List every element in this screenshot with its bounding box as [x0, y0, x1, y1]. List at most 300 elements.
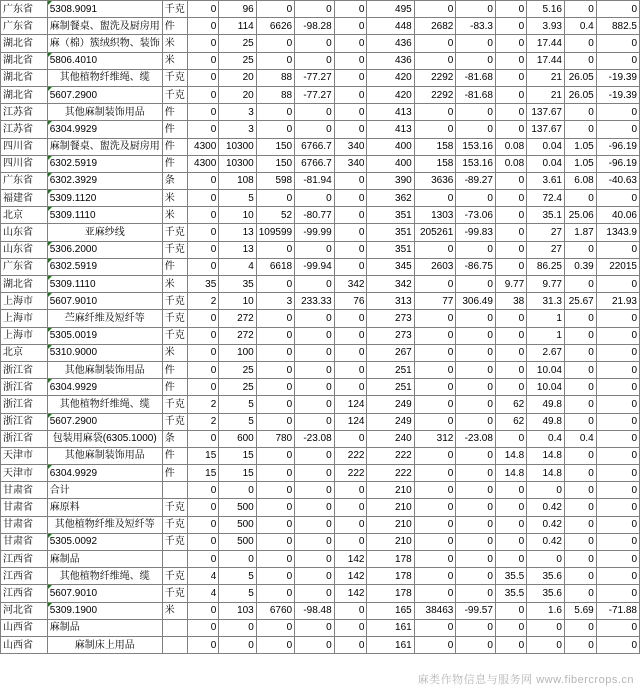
unit-cell: 件: [162, 361, 187, 378]
table-row: [1, 207, 640, 224]
value-cell: 495: [367, 1, 414, 18]
value-cell: 0: [256, 344, 294, 361]
product-cell: 5305.0092: [47, 533, 162, 550]
province-cell: 上海市: [1, 293, 48, 310]
unit-cell: 千克: [162, 396, 187, 413]
value-cell: 0: [334, 35, 367, 52]
value-cell: 26.05: [564, 86, 596, 103]
value-cell: 0: [295, 1, 335, 18]
value-cell: 3636: [414, 172, 456, 189]
value-cell: 0: [187, 35, 219, 52]
value-cell: 0: [187, 310, 219, 327]
value-cell: 0: [187, 172, 219, 189]
product-cell: 5308.9091: [47, 1, 162, 18]
value-cell: 3.93: [527, 18, 565, 35]
value-cell: 25: [219, 379, 256, 396]
table-row: [1, 361, 640, 378]
product-cell: 5607.2900: [47, 86, 162, 103]
value-cell: 0: [295, 104, 335, 121]
value-cell: 0: [527, 636, 565, 653]
value-cell: 88: [256, 86, 294, 103]
value-cell: 210: [367, 533, 414, 550]
value-cell: 0: [456, 447, 496, 464]
province-cell: 山东省: [1, 241, 48, 258]
value-cell: 267: [367, 344, 414, 361]
value-cell: 0: [414, 533, 456, 550]
unit-cell: 千克: [162, 413, 187, 430]
value-cell: 0: [414, 104, 456, 121]
value-cell: 96: [219, 1, 256, 18]
value-cell: 1303: [414, 207, 456, 224]
value-cell: 25: [219, 361, 256, 378]
value-cell: 780: [256, 430, 294, 447]
value-cell: 109599: [256, 224, 294, 241]
value-cell: 0: [564, 361, 596, 378]
value-cell: -96.19: [596, 155, 639, 172]
value-cell: -81.68: [456, 69, 496, 86]
value-cell: 14.8: [495, 447, 526, 464]
value-cell: 0: [456, 35, 496, 52]
value-cell: 0: [187, 52, 219, 69]
table-row: [1, 413, 640, 430]
value-cell: 0.4: [564, 430, 596, 447]
value-cell: 2292: [414, 86, 456, 103]
value-cell: 35.6: [527, 585, 565, 602]
value-cell: 0: [256, 361, 294, 378]
unit-cell: 件: [162, 447, 187, 464]
province-cell: 天津市: [1, 447, 48, 464]
product-cell: 麻制品: [47, 619, 162, 636]
value-cell: 0: [334, 104, 367, 121]
value-cell: 0: [596, 585, 639, 602]
value-cell: 0: [187, 533, 219, 550]
product-cell: 5309.1110: [47, 207, 162, 224]
value-cell: 0: [187, 516, 219, 533]
table-row: [1, 533, 640, 550]
value-cell: 0: [564, 35, 596, 52]
value-cell: 2: [187, 413, 219, 430]
value-cell: 0: [527, 619, 565, 636]
value-cell: 6766.7: [295, 138, 335, 155]
value-cell: 0: [295, 35, 335, 52]
value-cell: 137.67: [527, 104, 565, 121]
value-cell: 25.67: [564, 293, 596, 310]
value-cell: 222: [367, 465, 414, 482]
value-cell: 0: [495, 172, 526, 189]
value-cell: 6626: [256, 18, 294, 35]
value-cell: 240: [367, 430, 414, 447]
table-row: [1, 602, 640, 619]
value-cell: 0: [187, 190, 219, 207]
unit-cell: 米: [162, 35, 187, 52]
value-cell: 0: [596, 104, 639, 121]
value-cell: 161: [367, 619, 414, 636]
value-cell: 0: [187, 482, 219, 499]
table-row: [1, 447, 640, 464]
value-cell: 5: [219, 190, 256, 207]
value-cell: 0: [495, 310, 526, 327]
value-cell: 10.04: [527, 361, 565, 378]
unit-cell: [162, 482, 187, 499]
value-cell: 0: [456, 241, 496, 258]
value-cell: 0: [596, 619, 639, 636]
value-cell: 25: [219, 35, 256, 52]
value-cell: 178: [367, 568, 414, 585]
value-cell: 0: [564, 482, 596, 499]
value-cell: 0: [596, 379, 639, 396]
value-cell: 10: [219, 207, 256, 224]
value-cell: -77.27: [295, 86, 335, 103]
watermark: 麻类作物信息与服务网 www.fibercrops.cn: [417, 674, 634, 686]
value-cell: 3.61: [527, 172, 565, 189]
value-cell: 10300: [219, 138, 256, 155]
value-cell: 0: [414, 190, 456, 207]
product-cell: 5309.1110: [47, 276, 162, 293]
value-cell: 5: [219, 585, 256, 602]
value-cell: 313: [367, 293, 414, 310]
value-cell: 0: [414, 413, 456, 430]
value-cell: 0: [564, 619, 596, 636]
province-cell: 四川省: [1, 138, 48, 155]
value-cell: 14.8: [527, 465, 565, 482]
value-cell: 9.77: [495, 276, 526, 293]
value-cell: 0: [456, 396, 496, 413]
unit-cell: 千克: [162, 1, 187, 18]
value-cell: 0: [596, 361, 639, 378]
value-cell: 0: [295, 396, 335, 413]
value-cell: 413: [367, 104, 414, 121]
value-cell: 420: [367, 86, 414, 103]
value-cell: 0: [256, 585, 294, 602]
value-cell: 0: [334, 207, 367, 224]
value-cell: 10300: [219, 155, 256, 172]
table-body: [1, 1, 640, 654]
province-cell: 浙江省: [1, 430, 48, 447]
value-cell: 27: [527, 224, 565, 241]
value-cell: 0: [456, 585, 496, 602]
value-cell: 0: [456, 344, 496, 361]
unit-cell: 千克: [162, 69, 187, 86]
value-cell: 0: [495, 533, 526, 550]
value-cell: 0: [414, 516, 456, 533]
table-row: [1, 585, 640, 602]
value-cell: 0: [456, 499, 496, 516]
value-cell: 0: [564, 190, 596, 207]
value-cell: 0: [495, 482, 526, 499]
product-cell: 5806.4010: [47, 52, 162, 69]
value-cell: 4: [187, 585, 219, 602]
unit-cell: 千克: [162, 86, 187, 103]
table-row: [1, 1, 640, 18]
value-cell: 0: [334, 636, 367, 653]
value-cell: 0: [295, 533, 335, 550]
value-cell: 0: [256, 379, 294, 396]
unit-cell: 千克: [162, 224, 187, 241]
table-row: [1, 310, 640, 327]
value-cell: 0: [414, 585, 456, 602]
value-cell: 0: [187, 499, 219, 516]
value-cell: 178: [367, 551, 414, 568]
unit-cell: 条: [162, 430, 187, 447]
value-cell: 0: [256, 327, 294, 344]
table-row: [1, 258, 640, 275]
value-cell: 0.04: [527, 155, 565, 172]
value-cell: -81.94: [295, 172, 335, 189]
value-cell: 0: [596, 447, 639, 464]
province-cell: 浙江省: [1, 361, 48, 378]
unit-cell: 件: [162, 104, 187, 121]
value-cell: 0: [334, 52, 367, 69]
unit-cell: 件: [162, 258, 187, 275]
unit-cell: 米: [162, 52, 187, 69]
value-cell: 0: [495, 104, 526, 121]
value-cell: 312: [414, 430, 456, 447]
value-cell: 142: [334, 568, 367, 585]
value-cell: 0: [219, 619, 256, 636]
product-cell: 5607.2900: [47, 413, 162, 430]
value-cell: 0: [596, 1, 639, 18]
table-row: [1, 636, 640, 653]
value-cell: 0: [414, 551, 456, 568]
product-cell: 6302.3929: [47, 172, 162, 189]
value-cell: 0: [456, 482, 496, 499]
province-cell: 浙江省: [1, 413, 48, 430]
value-cell: 0: [334, 533, 367, 550]
value-cell: 0: [334, 18, 367, 35]
value-cell: 0: [495, 207, 526, 224]
value-cell: 0: [414, 1, 456, 18]
value-cell: 0: [596, 568, 639, 585]
value-cell: 0: [295, 551, 335, 568]
value-cell: 9.77: [527, 276, 565, 293]
value-cell: 0: [414, 379, 456, 396]
product-cell: 亚麻纱线: [47, 224, 162, 241]
value-cell: 0: [495, 35, 526, 52]
product-cell: 其他植物纤维绳、缆: [47, 396, 162, 413]
value-cell: 0: [414, 121, 456, 138]
product-cell: 麻制餐桌、盥洗及厨房用: [47, 138, 162, 155]
value-cell: -83.3: [456, 18, 496, 35]
value-cell: 0: [495, 636, 526, 653]
value-cell: 0: [495, 1, 526, 18]
value-cell: 0: [295, 327, 335, 344]
province-cell: 山西省: [1, 636, 48, 653]
value-cell: 0: [187, 86, 219, 103]
value-cell: 15: [219, 447, 256, 464]
province-cell: 浙江省: [1, 379, 48, 396]
value-cell: 49.8: [527, 413, 565, 430]
table-row: [1, 276, 640, 293]
value-cell: 0: [564, 413, 596, 430]
value-cell: 153.16: [456, 138, 496, 155]
value-cell: 0: [414, 568, 456, 585]
value-cell: 0: [495, 52, 526, 69]
value-cell: 0: [295, 361, 335, 378]
value-cell: 0: [256, 413, 294, 430]
value-cell: 0: [495, 121, 526, 138]
value-cell: 35.5: [495, 585, 526, 602]
value-cell: 0: [295, 52, 335, 69]
value-cell: 0: [596, 636, 639, 653]
value-cell: 0: [187, 602, 219, 619]
value-cell: 0: [456, 533, 496, 550]
value-cell: 4: [187, 568, 219, 585]
value-cell: 351: [367, 241, 414, 258]
province-cell: 甘肃省: [1, 516, 48, 533]
value-cell: 0: [596, 516, 639, 533]
value-cell: 178: [367, 585, 414, 602]
value-cell: 340: [334, 155, 367, 172]
value-cell: 0: [295, 276, 335, 293]
value-cell: 0: [456, 276, 496, 293]
value-cell: 0: [256, 533, 294, 550]
value-cell: 15: [219, 465, 256, 482]
value-cell: 0: [295, 121, 335, 138]
value-cell: 0: [256, 465, 294, 482]
unit-cell: 千克: [162, 516, 187, 533]
value-cell: 77: [414, 293, 456, 310]
value-cell: 38: [495, 293, 526, 310]
product-cell: 其他麻制装饰用品: [47, 104, 162, 121]
value-cell: 38463: [414, 602, 456, 619]
value-cell: 0: [295, 344, 335, 361]
unit-cell: [162, 619, 187, 636]
value-cell: 0: [334, 482, 367, 499]
unit-cell: 件: [162, 465, 187, 482]
value-cell: 0: [596, 35, 639, 52]
value-cell: 0: [564, 52, 596, 69]
province-cell: 广东省: [1, 172, 48, 189]
value-cell: 0: [456, 413, 496, 430]
value-cell: 27: [527, 241, 565, 258]
value-cell: 0: [495, 619, 526, 636]
value-cell: 273: [367, 327, 414, 344]
value-cell: 0: [187, 379, 219, 396]
value-cell: 0: [564, 121, 596, 138]
value-cell: 0: [564, 241, 596, 258]
province-cell: 湖北省: [1, 86, 48, 103]
province-cell: 上海市: [1, 310, 48, 327]
province-cell: 上海市: [1, 327, 48, 344]
value-cell: 0: [596, 121, 639, 138]
value-cell: 0: [456, 636, 496, 653]
province-cell: 湖北省: [1, 35, 48, 52]
product-cell: 合计: [47, 482, 162, 499]
value-cell: 222: [334, 465, 367, 482]
value-cell: -98.48: [295, 602, 335, 619]
value-cell: 0: [334, 430, 367, 447]
value-cell: 0: [596, 430, 639, 447]
value-cell: 0: [187, 258, 219, 275]
value-cell: 4: [219, 258, 256, 275]
value-cell: 0: [495, 430, 526, 447]
unit-cell: 千克: [162, 568, 187, 585]
value-cell: 0: [495, 551, 526, 568]
table-row: [1, 138, 640, 155]
province-cell: 北京: [1, 344, 48, 361]
table-row: [1, 121, 640, 138]
value-cell: 0: [295, 499, 335, 516]
value-cell: 0: [495, 190, 526, 207]
value-cell: 362: [367, 190, 414, 207]
value-cell: 882.5: [596, 18, 639, 35]
value-cell: 4300: [187, 138, 219, 155]
value-cell: 0: [596, 482, 639, 499]
product-cell: 6304.9929: [47, 121, 162, 138]
value-cell: 0: [334, 310, 367, 327]
value-cell: -96.19: [596, 138, 639, 155]
value-cell: 0: [187, 619, 219, 636]
value-cell: 342: [367, 276, 414, 293]
value-cell: 500: [219, 533, 256, 550]
value-cell: -98.28: [295, 18, 335, 35]
unit-cell: 件: [162, 155, 187, 172]
value-cell: 17.44: [527, 52, 565, 69]
value-cell: 0: [295, 465, 335, 482]
value-cell: -77.27: [295, 69, 335, 86]
value-cell: 0: [219, 636, 256, 653]
value-cell: 0: [564, 636, 596, 653]
value-cell: 0: [564, 379, 596, 396]
value-cell: 0: [219, 482, 256, 499]
value-cell: 0: [187, 121, 219, 138]
value-cell: 0: [564, 499, 596, 516]
value-cell: 249: [367, 413, 414, 430]
value-cell: 0: [596, 241, 639, 258]
value-cell: 0.08: [495, 138, 526, 155]
product-cell: 麻制品: [47, 551, 162, 568]
value-cell: 0: [295, 379, 335, 396]
unit-cell: 千克: [162, 310, 187, 327]
value-cell: 210: [367, 499, 414, 516]
product-cell: 其他麻制装饰用品: [47, 447, 162, 464]
value-cell: 0: [456, 1, 496, 18]
value-cell: 0.42: [527, 516, 565, 533]
unit-cell: 条: [162, 172, 187, 189]
value-cell: 0: [596, 276, 639, 293]
value-cell: 5: [219, 568, 256, 585]
value-cell: 0: [187, 241, 219, 258]
value-cell: 6766.7: [295, 155, 335, 172]
value-cell: 165: [367, 602, 414, 619]
value-cell: 0: [256, 499, 294, 516]
value-cell: 1343.9: [596, 224, 639, 241]
value-cell: 436: [367, 35, 414, 52]
value-cell: -23.08: [295, 430, 335, 447]
value-cell: 0: [187, 104, 219, 121]
product-cell: 包装用麻袋(6305.1000): [47, 430, 162, 447]
value-cell: 10: [219, 293, 256, 310]
value-cell: 0: [596, 190, 639, 207]
product-cell: 其他麻制装饰用品: [47, 361, 162, 378]
value-cell: 0: [596, 327, 639, 344]
value-cell: 0: [187, 636, 219, 653]
value-cell: 52: [256, 207, 294, 224]
value-cell: 2603: [414, 258, 456, 275]
value-cell: 273: [367, 310, 414, 327]
value-cell: 137.67: [527, 121, 565, 138]
value-cell: 0: [564, 551, 596, 568]
province-cell: 江西省: [1, 585, 48, 602]
value-cell: 0: [187, 361, 219, 378]
value-cell: 40.06: [596, 207, 639, 224]
unit-cell: 件: [162, 138, 187, 155]
table-row: [1, 327, 640, 344]
value-cell: 0: [564, 344, 596, 361]
unit-cell: 件: [162, 18, 187, 35]
value-cell: 35.5: [495, 568, 526, 585]
value-cell: 150: [256, 155, 294, 172]
